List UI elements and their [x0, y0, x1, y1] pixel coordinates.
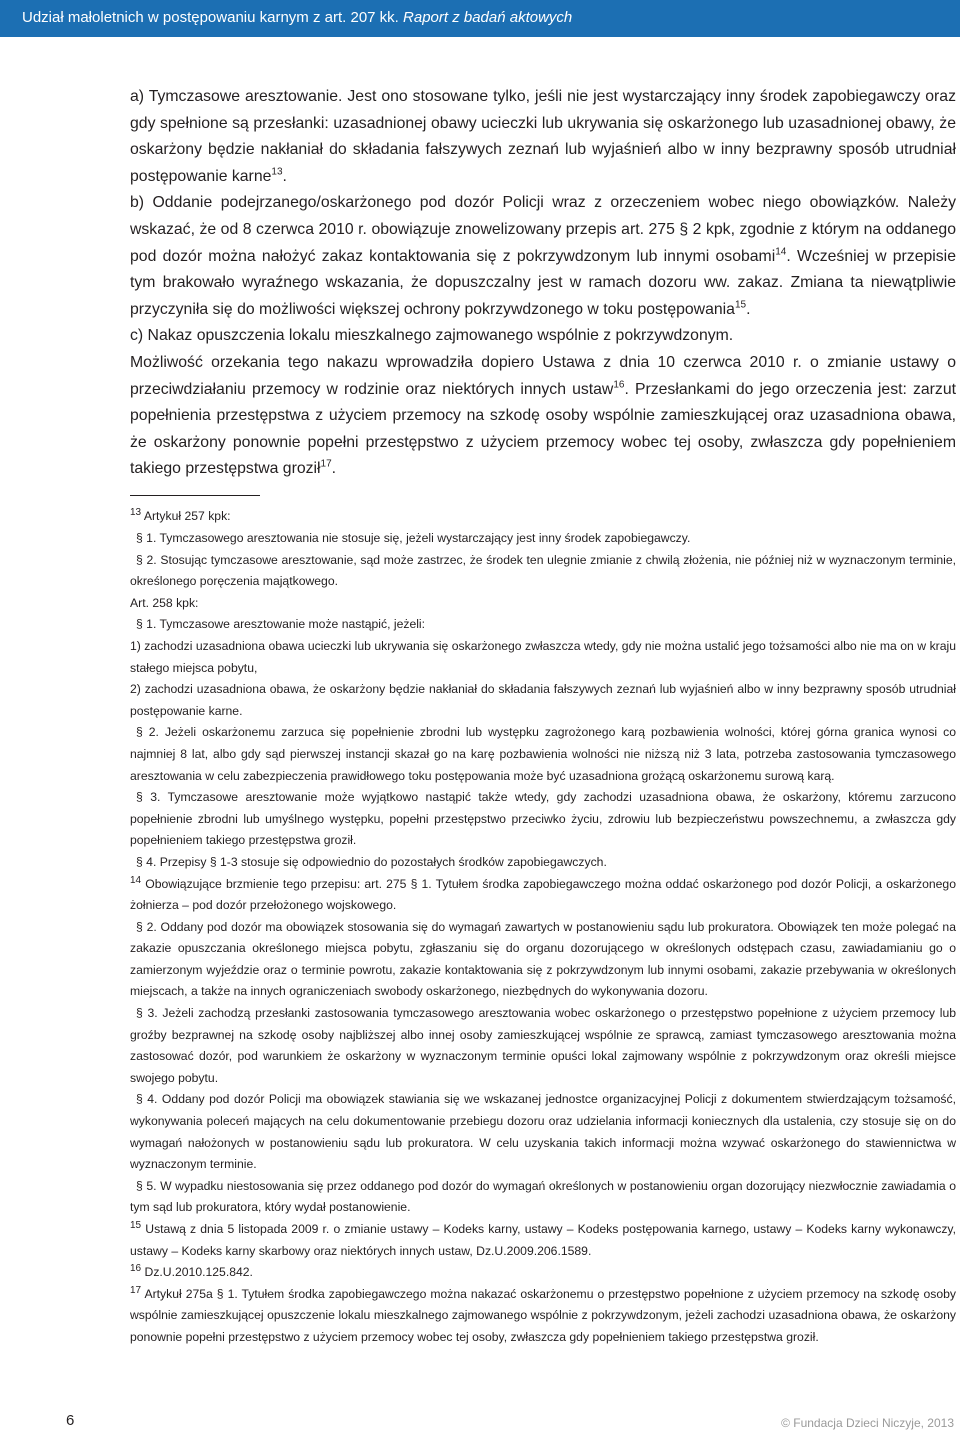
footnote-line	[130, 528, 956, 550]
header-title: Udział małoletnich w postępowaniu karnym z art. 207 kk.	[22, 9, 399, 26]
paragraph-text: . Wcześniej w przepisie tym brakowało wyraźnego wskazania, że dopuszczalny jest w ramach dozoru ww. zakaz. Zmiana ta niewątpliwie przyczyniła się do możliwości większej ochrony pokrzywdzonego w toku postępowania	[130, 247, 956, 318]
paragraph	[130, 190, 956, 323]
footnote-line	[130, 679, 956, 722]
footnote-line	[130, 636, 956, 679]
footnote-ref: 16	[613, 379, 625, 391]
footnote-line	[130, 1262, 956, 1284]
footnote-ref: 15	[734, 299, 747, 311]
main-text	[130, 84, 956, 483]
paragraph-text: .	[331, 460, 337, 478]
footnote-number: 13	[130, 507, 142, 519]
footnote-number: 16	[130, 1263, 142, 1275]
footnote-line	[130, 852, 956, 874]
footnote-text: § 2. Jeżeli oskarżonemu zarzuca się popełnienie zbrodni lub występku zagrożonego karą pozbawienia wolności, której górna granica wynosi co najmniej 8 lat, albo gdy sąd pierwszej instancji skazał go na karę pozbawienia wolności nie niższą niż 3 lata, potrzeba zastosowania tymczasowego aresztowania w celu zabezpieczenia prawidłowego toku postępowania może być uzasadniona grożącą oskarżonemu surową karą.	[130, 725, 956, 783]
footnote-text: § 2. Stosując tymczasowe aresztowanie, sąd może zastrzec, że środek ten ulegnie zmianie z chwilą złożenia, nie później niż w wyznaczonym terminie, określonego poręczenia majątkowego.	[130, 552, 956, 589]
footnote-ref: 17	[320, 459, 332, 471]
footnote-text: Ustawą z dnia 5 listopada 2009 r. o zmianie ustawy – Kodeks karny, ustawy – Kodeks postępowania karnego, ustawy – Kodeks karny wykonawczy, ustawy – Kodeks karny skarbowy oraz niektórych innych ustaw, Dz.U.2009.206.1589.	[130, 1222, 956, 1258]
footnote-text: § 5. W wypadku niestosowania się przez oddanego pod dozór do wymagań określonych w postanowieniu organ dozorujący niezwłocznie zawiadamia o tym sąd lub prokuratora, który wydał postanowienie.	[130, 1178, 956, 1215]
footnote-line	[130, 1284, 956, 1349]
footnote-number: 15	[130, 1219, 142, 1231]
paragraph-text: a) Tymczasowe aresztowanie. Jest ono stosowane tylko, jeśli nie jest wystarczający inny środek zapobiegawczy oraz gdy spełnione są przesłanki: uzasadnionej obawy ucieczki lub ukrywania się oskarżonego lub uzasadnionej obawy, że oskarżony będzie nakłaniał do składania fałszywych zeznań lub wyjaśnień albo w inny bezprawny sposób utrudniał postępowanie karne	[130, 88, 956, 185]
page-number: 6	[66, 1412, 75, 1429]
footnote-ref: 13	[271, 166, 283, 178]
paragraph-text: .	[746, 300, 751, 318]
footnote-text: Art. 258 kpk:	[130, 595, 199, 610]
footnote-text: Artykuł 275a § 1. Tytułem środka zapobiegawczego można nakazać oskarżonemu o przestępstwo popełnione z użyciem przemocy na szkodę osoby wspólnie zamieszkującej opuszczenie lokalu mieszkalnego zajmowanego wspólnie z pokrzywdzonym, jeżeli zachodzi uzasadniona obawa, że oskarżony ponownie popełni przestępstwo z użyciem przemocy wobec tej osoby, zwłaszcza gdy popełnieniem takiego przestępstwa groził.	[130, 1286, 956, 1344]
footnote-line	[130, 614, 956, 636]
footnote-text: 2) zachodzi uzasadniona obawa, że oskarżony będzie nakłaniał do składania fałszywych zeznań lub wyjaśnień albo w inny bezprawny sposób utrudniał postępowanie karne.	[130, 682, 956, 718]
footnote-line	[130, 1219, 956, 1262]
header-bar	[0, 0, 960, 37]
page-body	[130, 84, 956, 1349]
footnote-line	[130, 550, 956, 593]
footnote-line	[130, 506, 956, 528]
paragraph	[130, 323, 956, 350]
footnote-text: Obowiązujące brzmienie tego przepisu: art. 275 § 1. Tytułem środka zapobiegawczego można oddać oskarżonego pod dozór Policji, a oskarżonego żołnierza – pod dozór przełożonego wojskowego.	[130, 876, 956, 913]
paragraph	[130, 84, 956, 190]
footnote-divider	[130, 495, 260, 497]
footnote-number: 17	[130, 1284, 142, 1296]
footnote-text: § 1. Tymczasowego aresztowania nie stosuje się, jeżeli wystarczający jest inny środek zapobiegawczy.	[136, 531, 691, 545]
footnote-text: § 2. Oddany pod dozór ma obowiązek stosowania się do wymagań zawartych w postanowieniu sądu lub prokuratora. Obowiązek ten może polegać na zakazie opuszczania określonego miejsca pobytu, zgłaszaniu się do organu dozorującego w określonych odstępach czasu, zawiadamianiu go o zamierzonym wyjeździe oraz o terminie powrotu, zakazie kontaktowania się z pokrzywdzonym lub innymi osobami, zakazie przebywania w określonych miejscach, a także na innych ograniczeniach swobody oskarżonego, niezbędnych do wykonywania dozoru.	[130, 919, 956, 999]
copyright-notice: © Fundacja Dzieci Niczyje, 2013	[781, 1416, 954, 1430]
footnote-text: § 4. Przepisy § 1-3 stosuje się odpowiednio do pozostałych środków zapobiegawczych.	[136, 854, 607, 869]
footnote-line	[130, 874, 956, 917]
footnote-line	[130, 787, 956, 852]
paragraph	[130, 350, 956, 483]
paragraph-text: .	[282, 167, 287, 185]
footnote-line	[130, 722, 956, 787]
footnote-number: 14	[130, 874, 142, 886]
footnote-line	[130, 1176, 956, 1219]
footnote-text: 1) zachodzi uzasadniona obawa ucieczki lub ukrywania się oskarżonego zwłaszcza wtedy, gdy nie można ustalić jego tożsamości albo nie ma on w kraju stałego miejsca pobytu,	[130, 638, 956, 675]
paragraph-text: . Przesłankami do jego orzeczenia jest: zarzut popełnienia przestępstwa z użyciem przemocy na szkodę osoby wspólnie zamieszkującej oraz uzasadniona obawa, że oskarżony ponownie popełni przestępstwo z użyciem przemocy wobec tej osoby, zwłaszcza gdy popełnieniem takiego przestępstwa groził	[130, 380, 956, 478]
running-header	[22, 9, 572, 26]
footnote-line	[130, 593, 956, 615]
footnote-line	[130, 1003, 956, 1089]
footnote-text: § 3. Tymczasowe aresztowanie może wyjątkowo nastąpić także wtedy, gdy zachodzi uzasadniona obawa, że oskarżony, któremu zarzucono popełnienie zbrodni lub umyślnego występku, popełni przestępstwo przeciwko życiu, zdrowiu lub bezpieczeństwu powszechnemu, a zwłaszcza gdy popełnieniem takiego przestępstwa groził.	[130, 790, 956, 848]
footnote-ref: 14	[775, 246, 787, 258]
footnotes	[130, 506, 956, 1348]
paragraph-text: c) Nakaz opuszczenia lokalu mieszkalnego zajmowanego wspólnie z pokrzywdzonym.	[130, 327, 734, 345]
paragraph-text: Możliwość orzekania tego nakazu wprowadziła dopiero Ustawa z dnia 10 czerwca 2010 r. o zmianie ustawy o przeciwdziałaniu przemocy w rodzinie oraz niektórych innych ustaw	[130, 353, 956, 398]
footnote-text: Artykuł 257 kpk:	[141, 509, 231, 524]
footnote-text: Dz.U.2010.125.842.	[141, 1265, 253, 1280]
footnote-text: § 4. Oddany pod dozór Policji ma obowiązek stawiania się we wskazanej jednostce organizacyjnej Policji z dokumentem stwierdzającym tożsamość, wykonywania poleceń mających na celu dokumentowanie przebiegu dozoru oraz udzielania informacji koniecznych dla ustalenia, czy stosuje się on do wymagań nałożonych w postanowieniu sądu lub prokuratora. W celu uzyskania takich informacji można wzywać oskarżonego do stawiennictwa w wyznaczonym terminie.	[130, 1092, 956, 1172]
footnote-text: § 1. Tymczasowe aresztowanie może nastąpić, jeżeli:	[136, 617, 426, 632]
paragraph-text: b) Oddanie podejrzanego/oskarżonego pod dozór Policji wraz z orzeczeniem wobec niego obowiązków. Należy wskazać, że od 8 czerwca 2010 r. obowiązuje znowelizowany przepis art. 275 § 2 kpk, zgodnie z którym na oddanego pod dozór można nałożyć zakaz kontaktowania się z pokrzywdzonym lub innymi osobami	[130, 194, 956, 265]
footnote-line	[130, 917, 956, 1003]
footnote-line	[130, 1089, 956, 1175]
footnote-text: § 3. Jeżeli zachodzą przesłanki zastosowania tymczasowego aresztowania wobec oskarżonego o przestępstwo popełnione z użyciem przemocy lub groźby bezprawnej na szkodę osoby najbliższej albo innej osoby zamieszkującej wspólnie ze sprawcą, zamiast tymczasowego aresztowania można zastosować dozór, pod warunkiem że oskarżony w wyznaczonym terminie opuści lokal zajmowany wspólnie z pokrzywdzonym oraz określi miejsce swojego pobytu.	[130, 1006, 956, 1085]
header-subtitle: Raport z badań aktowych	[403, 9, 573, 26]
